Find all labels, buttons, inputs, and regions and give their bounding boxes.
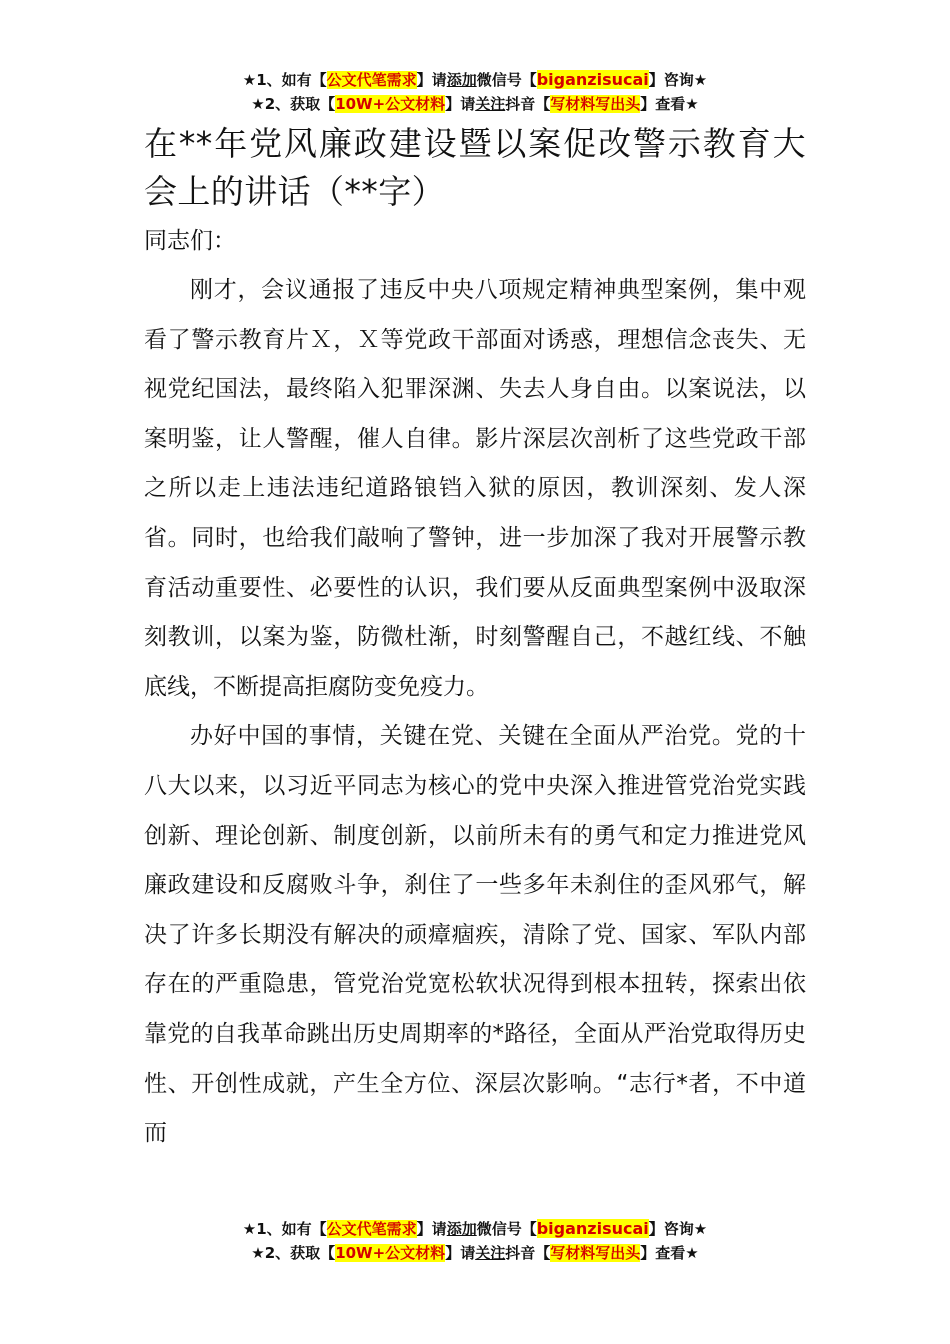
banner-text: 】查看★ bbox=[640, 95, 699, 113]
banner-line-2 bbox=[0, 92, 950, 116]
banner-text: ★2、获取【 bbox=[251, 1244, 336, 1262]
banner-text: 】咨询★ bbox=[648, 71, 708, 89]
banner-douyin-account: 写材料写出头 bbox=[550, 1244, 641, 1262]
document-body bbox=[144, 120, 806, 1159]
banner-underlined-text: 添加 bbox=[446, 1220, 477, 1238]
paragraph: 刚才，会议通报了违反中央八项规定精神典型案例，集中观看了警示教育片Ｘ，Ｘ等党政干部面对诱惑，理想信念丧失、无视党纪国法，最终陷入犯罪深渊、失去人身自由。以案说法，以案明鉴，让人警醒，催人自律。影片深层次剖析了这些党政干部之所以走上违法违纪道路锒铛入狱的原因，教训深刻、发人深省。同时，也给我们敲响了警钟，进一步加深了我对开展警示教育活动重要性、必要性的认识，我们要从反面典型案例中汲取深刻教训，以案为鉴，防微杜渐，时刻警醒自己，不越红线、不触底线，不断提高拒腐防变免疫力。 bbox=[144, 277, 806, 700]
document-title: 在**年党风廉政建设暨以案促改警示教育大会上的讲话（**字） bbox=[144, 124, 806, 211]
banner-text: 】请 bbox=[445, 95, 476, 113]
banner-underlined-text: 关注 bbox=[475, 1244, 506, 1262]
banner-text: 】咨询★ bbox=[648, 1220, 708, 1238]
banner-wechat-id: biganzisucai bbox=[536, 1219, 649, 1238]
banner-highlight: 公文代笔需求 bbox=[326, 71, 417, 89]
banner-douyin-account: 写材料写出头 bbox=[550, 95, 641, 113]
banner-line-1 bbox=[0, 1217, 950, 1241]
banner-line-1 bbox=[0, 68, 950, 92]
banner-highlight: 公文代笔需求 bbox=[326, 1220, 417, 1238]
banner-text: 】查看★ bbox=[640, 1244, 699, 1262]
banner-line-2 bbox=[0, 1241, 950, 1265]
banner-text: ★1、如有【 bbox=[242, 1220, 327, 1238]
banner-text: 微信号【 bbox=[476, 1220, 537, 1238]
header-banner bbox=[0, 68, 950, 116]
banner-underlined-text: 关注 bbox=[475, 95, 506, 113]
banner-text: ★2、获取【 bbox=[251, 95, 336, 113]
banner-text: 】请 bbox=[416, 1220, 447, 1238]
banner-highlight: 10W+公文材料 bbox=[335, 1244, 446, 1262]
footer-banner bbox=[0, 1217, 950, 1265]
greeting: 同志们： bbox=[144, 228, 236, 254]
banner-text: 抖音【 bbox=[505, 1244, 551, 1262]
banner-text: 】请 bbox=[416, 71, 447, 89]
banner-text: ★1、如有【 bbox=[242, 71, 327, 89]
paragraph: 办好中国的事情，关键在党、关键在全面从严治党。党的十八大以来，以习近平同志为核心的党中央深入推进管党治党实践创新、理论创新、制度创新，以前所未有的勇气和定力推进党风廉政建设和反腐败斗争，刹住了一些多年未刹住的歪风邪气，解决了许多长期没有解决的顽瘴痼疾，清除了党、国家、军队内部存在的严重隐患，管党治党宽松软状况得到根本扭转，探索出依靠党的自我革命跳出历史周期率的*路径，全面从严治党取得历史性、开创性成就，产生全方位、深层次影响。“志行*者，不中道而 bbox=[144, 723, 806, 1147]
banner-highlight: 10W+公文材料 bbox=[335, 95, 446, 113]
banner-text: 抖音【 bbox=[505, 95, 551, 113]
banner-underlined-text: 添加 bbox=[446, 71, 477, 89]
banner-wechat-id: biganzisucai bbox=[536, 70, 649, 89]
banner-text: 微信号【 bbox=[476, 71, 537, 89]
banner-text: 】请 bbox=[445, 1244, 476, 1262]
